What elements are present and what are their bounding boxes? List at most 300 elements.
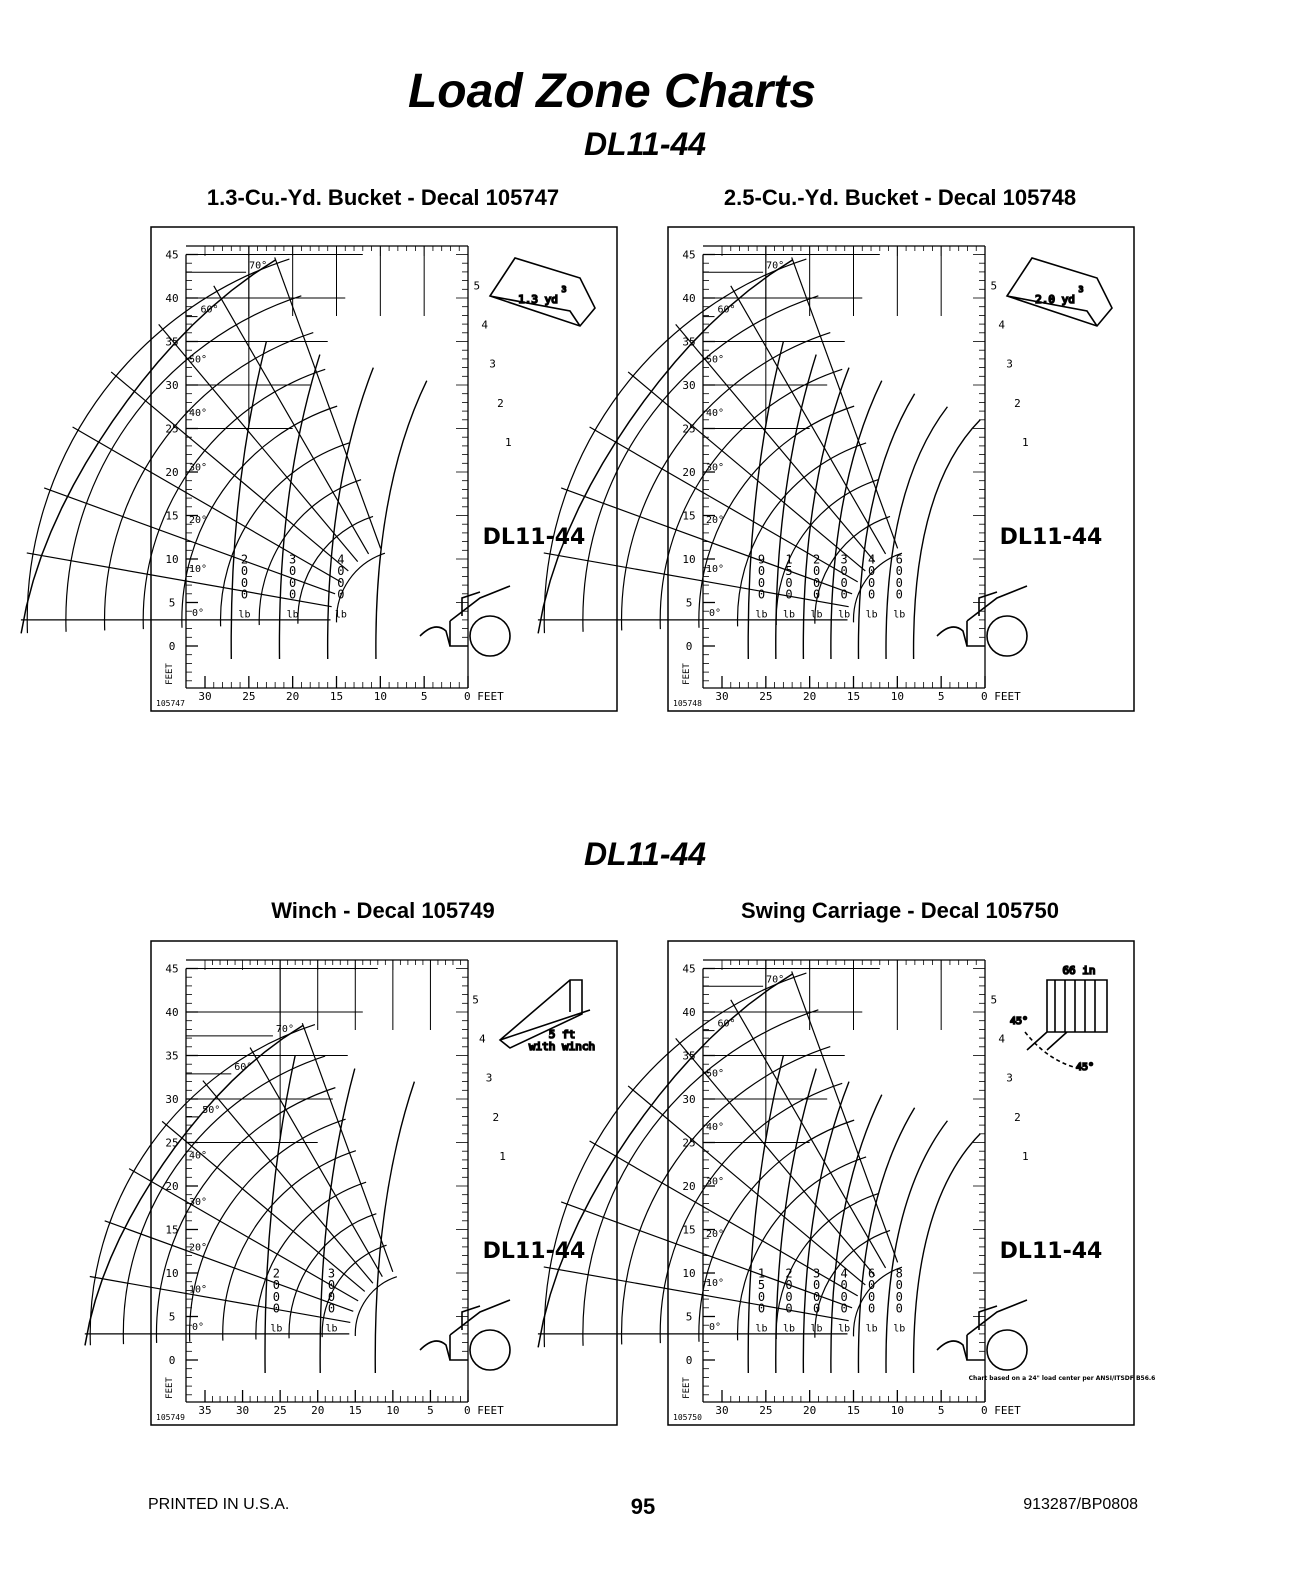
capacity-digit: 0 (895, 1301, 903, 1316)
capacity-digit: 0 (868, 1301, 876, 1316)
attachment-label-line1: 5 ft (548, 1028, 576, 1041)
capacity-unit: lb (782, 1323, 796, 1335)
capacity-digit: 0 (868, 587, 876, 602)
attachment-end-icon (420, 627, 450, 646)
capacity-zone-line (886, 407, 947, 659)
y-tick-label: 20 (165, 1180, 179, 1193)
extension-mark: 2 (497, 396, 504, 410)
angle-label: 20° (705, 1229, 725, 1241)
angle-label: 60° (234, 1061, 253, 1073)
y-tick-label: 0 (168, 1354, 176, 1367)
y-tick-label: 40 (682, 1006, 696, 1019)
angle-line (792, 971, 898, 1262)
capacity-unit: lb (838, 609, 851, 621)
extension-mark: 3 (1006, 357, 1013, 371)
load-zone-svg (667, 940, 1156, 1426)
capacity-digit: 0 (785, 1289, 793, 1304)
capacity-digit: 3 (840, 552, 848, 567)
capacity-digit: 0 (785, 1278, 793, 1293)
x-tick-label: 15 (846, 690, 861, 703)
extension-marks (990, 279, 1028, 449)
capacity-unit: lb (782, 609, 796, 621)
capacity-unit: lb (865, 609, 878, 621)
capacity-digit: 0 (289, 587, 297, 602)
boom-icon (450, 586, 510, 646)
extension-arc (583, 1010, 821, 1346)
angle-label: 30° (705, 1176, 725, 1188)
decal-number: 105750 (673, 1413, 702, 1422)
x-tick-label: 20 (286, 690, 300, 703)
attachment-superscript: 3 (1078, 285, 1084, 294)
capacity-digit: 0 (757, 575, 766, 590)
capacity-digit: 1 (785, 552, 793, 567)
capacity-unit: lb (334, 609, 347, 621)
extension-arc (298, 516, 373, 623)
x-tick-label: 35 (198, 1404, 212, 1417)
capacity-unit: lb (893, 1323, 906, 1335)
angle-label: 50° (202, 1104, 221, 1116)
swing-left-label: 45° (1009, 1016, 1029, 1027)
angle-label: 40° (705, 1122, 725, 1134)
y-tick-label: 20 (165, 466, 179, 479)
y-tick-label: 25 (165, 422, 179, 436)
angle-label: 50° (705, 354, 725, 366)
y-tick-label: 5 (168, 596, 176, 610)
bucket-icon (1007, 258, 1112, 326)
capacity-digit: 1 (757, 1266, 766, 1281)
x-tick-label: 5 (937, 690, 945, 703)
capacity-zone-line (914, 1134, 981, 1373)
x-tick-label: 25 (242, 690, 256, 703)
y-axis-label: FEET (682, 1377, 692, 1399)
capacity-unit: lb (755, 609, 768, 621)
capacity-unit: lb (893, 609, 906, 621)
wheel-icon (470, 616, 510, 656)
wheel-icon (987, 1330, 1027, 1370)
angle-label: 20° (188, 1242, 208, 1254)
extension-arc (583, 296, 821, 632)
attachment-label: 66 in (1062, 964, 1096, 977)
extension-mark: 1 (505, 435, 512, 449)
capacity-zone-line (886, 1121, 947, 1373)
boom-icon (967, 586, 1027, 646)
capacity-digit: 3 (289, 552, 297, 567)
attachment-superscript: 3 (561, 285, 567, 294)
y-tick-label: 35 (682, 335, 696, 349)
angle-label: 70° (275, 1023, 294, 1035)
chart-caption-1: 1.3-Cu.-Yd. Bucket - Decal 105747 (206, 185, 560, 210)
capacity-digit: 6 (895, 552, 903, 567)
capacity-digit: 0 (840, 1289, 848, 1304)
capacity-digit: 0 (840, 575, 848, 590)
capacity-digit: 2 (812, 552, 821, 567)
capacity-labels (270, 1266, 337, 1334)
x-tick-label: 0 FEET (981, 690, 1021, 703)
y-tick-label: 15 (165, 509, 179, 523)
capacity-digit: 0 (840, 564, 848, 579)
angle-line (129, 1169, 358, 1301)
angle-label: 70° (766, 974, 785, 986)
angle-line (27, 553, 332, 607)
y-tick-label: 15 (682, 1223, 696, 1237)
angle-line (111, 372, 348, 571)
decal-number: 105748 (673, 699, 702, 708)
capacity-digit: 0 (840, 1278, 848, 1293)
x-tick-label: 0 FEET (981, 1404, 1021, 1417)
capacity-digit: 3 (327, 1266, 336, 1281)
extension-mark: 3 (489, 357, 496, 371)
x-tick-label: 30 (715, 1404, 729, 1417)
telehandler-icon (420, 586, 510, 656)
capacity-digit: 0 (240, 575, 249, 590)
capacity-unit: lb (755, 1323, 768, 1335)
capacity-digit: 0 (895, 564, 903, 579)
y-tick-label: 25 (682, 422, 696, 436)
capacity-unit: lb (810, 609, 823, 621)
angle-label: 70° (766, 260, 785, 272)
y-tick-label: 5 (168, 1310, 176, 1324)
chart-caption-4: Swing Carriage - Decal 105750 (741, 898, 1059, 923)
angle-label: 60° (717, 304, 736, 316)
capacity-digit: 0 (785, 587, 793, 602)
angle-label: 0° (708, 1321, 722, 1333)
angle-label: 10° (188, 564, 208, 576)
axes (703, 960, 985, 1402)
extension-mark: 3 (485, 1071, 493, 1085)
angle-line (73, 427, 341, 582)
capacity-digit: 0 (272, 1289, 281, 1304)
winch-icon (500, 980, 595, 1053)
y-tick-label: 40 (682, 292, 696, 305)
telehandler-icon (420, 1300, 510, 1370)
x-tick-label: 25 (759, 690, 773, 703)
angle-label: 30° (188, 462, 208, 474)
y-tick-label: 0 (685, 640, 693, 653)
angle-label: 40° (188, 408, 208, 420)
y-tick-label: 20 (682, 466, 696, 479)
x-tick-label: 30 (715, 690, 729, 703)
capacity-digit: 0 (868, 575, 876, 590)
extension-mark: 5 (990, 993, 998, 1007)
angle-label: 50° (705, 1068, 725, 1080)
capacity-digit: 0 (868, 1278, 876, 1293)
y-tick-label: 40 (165, 1006, 179, 1019)
y-tick-label: 25 (165, 1136, 179, 1150)
capacity-digit: 0 (240, 564, 249, 579)
y-axis-label: FEET (165, 663, 175, 685)
capacity-digit: 0 (895, 575, 903, 590)
angle-label: 20° (705, 515, 725, 527)
y-tick-label: 40 (165, 292, 179, 305)
swing-arc (1025, 1032, 1077, 1068)
chart-caption-3: Winch - Decal 105749 (271, 898, 495, 923)
attachment-end-icon (420, 1341, 450, 1360)
capacity-unit: lb (838, 1323, 851, 1335)
capacity-zone-lines (265, 1056, 414, 1374)
y-tick-label: 30 (165, 379, 179, 392)
capacity-digit: 0 (895, 1278, 903, 1293)
angle-label: 70° (249, 260, 268, 272)
capacity-digit: 0 (757, 1301, 766, 1316)
capacity-zone-line (914, 420, 981, 659)
capacity-digit: 0 (757, 1289, 766, 1304)
model-heading-top: DL11-44 (583, 126, 707, 162)
extension-mark: 4 (998, 1032, 1005, 1046)
x-tick-label: 30 (235, 1404, 250, 1417)
y-tick-label: 45 (682, 962, 696, 976)
angle-label: 60° (717, 1018, 736, 1030)
capacity-digit: 2 (785, 1266, 793, 1281)
y-tick-label: 35 (682, 1049, 696, 1063)
capacity-digit: 2 (272, 1266, 281, 1281)
capacity-digit: 0 (289, 564, 297, 579)
bucket-outline (1007, 258, 1112, 326)
y-tick-label: 10 (165, 1267, 179, 1280)
y-tick-label: 45 (165, 962, 179, 976)
capacity-unit: lb (810, 1323, 823, 1335)
angle-label: 40° (188, 1150, 208, 1162)
y-tick-label: 30 (165, 1093, 179, 1106)
capacity-digit: 0 (240, 587, 249, 602)
y-axis-label: FEET (682, 663, 692, 685)
boom-icon (450, 1300, 510, 1360)
chart-model-label: DL11-44 (999, 525, 1103, 550)
chart-note: Chart based on a 24" load center per ANSI/ITSDF B56.6 (968, 1375, 1156, 1382)
y-tick-label: 35 (165, 335, 179, 349)
capacity-digit: 0 (337, 575, 345, 590)
angle-line (105, 1221, 354, 1311)
y-axis-label: FEET (165, 1377, 175, 1399)
load-zone-chart-1 (150, 226, 618, 712)
x-tick-label: 20 (803, 690, 817, 703)
load-zone-chart-4 (667, 940, 1156, 1426)
capacity-digit: 0 (327, 1289, 336, 1304)
capacity-digit: 6 (868, 1266, 876, 1281)
x-tick-label: 10 (386, 1404, 400, 1417)
axes (186, 246, 468, 688)
capacity-digit: 4 (337, 552, 345, 567)
load-zone-svg (667, 226, 1135, 712)
angle-line (628, 372, 865, 571)
angle-line (275, 257, 381, 548)
x-tick-label: 20 (311, 1404, 325, 1417)
page-title: Load Zone Charts (407, 65, 817, 118)
footer-printed: PRINTED IN U.S.A. (148, 1496, 290, 1513)
capacity-digit: 0 (812, 1289, 821, 1304)
winch-frame (500, 980, 590, 1048)
capacity-digit: 0 (327, 1301, 336, 1316)
y-tick-label: 0 (168, 640, 176, 653)
y-tick-label: 10 (682, 1267, 696, 1280)
chart-frame (151, 941, 617, 1425)
angle-label: 60° (200, 304, 219, 316)
telehandler-icon (937, 1300, 1027, 1370)
extension-arc (90, 1025, 315, 1346)
x-tick-label: 0 FEET (464, 690, 504, 703)
y-tick-label: 10 (682, 553, 696, 566)
x-tick-label: 5 (937, 1404, 945, 1417)
capacity-zone-line (279, 355, 319, 660)
capacity-digit: 0 (757, 564, 766, 579)
x-tick-label: 15 (348, 1404, 362, 1417)
extension-mark: 4 (478, 1032, 486, 1046)
attachment-end-icon (937, 627, 967, 646)
angle-label: 40° (705, 408, 725, 420)
load-zone-chart-3 (150, 940, 618, 1426)
extension-arc (27, 259, 289, 633)
angle-label: 10° (705, 564, 725, 576)
extension-mark: 2 (1014, 1110, 1021, 1124)
capacity-digit: 4 (868, 552, 876, 567)
angle-label: 50° (188, 354, 208, 366)
y-tick-label: 15 (682, 509, 696, 523)
carriage-frame (1027, 980, 1107, 1050)
extension-marks (472, 993, 506, 1163)
axes (703, 246, 985, 688)
capacity-unit: lb (286, 609, 299, 621)
y-tick-label: 30 (682, 1093, 696, 1106)
capacity-digit: 5 (757, 1278, 766, 1293)
y-tick-label: 45 (682, 248, 696, 262)
wheel-icon (987, 616, 1027, 656)
angle-line (302, 1023, 392, 1272)
x-tick-label: 5 (427, 1404, 434, 1417)
angle-label: 0° (708, 607, 722, 619)
telehandler-icon (937, 586, 1027, 656)
capacity-digit: 0 (785, 1301, 793, 1316)
load-zone-chart-2 (667, 226, 1135, 712)
angle-label: 20° (188, 515, 208, 527)
x-tick-label: 5 (420, 690, 428, 703)
angle-label: 0° (191, 1321, 205, 1333)
capacity-digit: 0 (289, 575, 297, 590)
capacity-zone-line (375, 1082, 414, 1373)
capacity-digit: 0 (327, 1278, 336, 1293)
x-tick-label: 0 FEET (464, 1404, 504, 1417)
capacity-zone-lines (231, 342, 427, 660)
chart-model-label: DL11-44 (482, 1239, 586, 1264)
y-tick-label: 20 (682, 1180, 696, 1193)
y-tick-label: 45 (165, 248, 179, 262)
capacity-digit: 0 (812, 1301, 821, 1316)
angle-label: 0° (191, 607, 205, 619)
capacity-digit: 0 (895, 1289, 903, 1304)
y-tick-label: 5 (685, 596, 693, 610)
y-tick-label: 25 (682, 1136, 696, 1150)
capacity-unit: lb (325, 1323, 338, 1335)
swing-carriage-icon (1010, 964, 1107, 1073)
angle-line (628, 1086, 865, 1285)
angle-line (90, 1276, 350, 1322)
x-tick-label: 15 (846, 1404, 861, 1417)
extension-mark: 5 (472, 993, 479, 1007)
model-heading-bottom: DL11-44 (583, 836, 707, 872)
extension-arc (143, 369, 325, 629)
extension-mark: 2 (1014, 396, 1021, 410)
bucket-outline (490, 258, 595, 326)
capacity-digit: 0 (812, 587, 821, 602)
y-tick-label: 5 (685, 1310, 693, 1324)
capacity-digit: 9 (757, 552, 766, 567)
x-tick-label: 15 (329, 690, 344, 703)
capacity-zone-line (376, 381, 427, 659)
capacity-digit: 0 (785, 575, 793, 590)
capacity-digit: 0 (868, 564, 876, 579)
attachment-end-icon (937, 1341, 967, 1360)
capacity-digit: 0 (272, 1301, 281, 1316)
x-tick-label: 25 (273, 1404, 287, 1417)
angle-line (203, 1081, 373, 1284)
chart-model-label: DL11-44 (482, 525, 586, 550)
extension-arc (812, 1230, 890, 1337)
extension-mark: 2 (492, 1110, 500, 1124)
attachment-label: 2.0 yd (1035, 293, 1075, 306)
swing-right-label: 45° (1075, 1062, 1095, 1073)
angle-label: 30° (705, 462, 725, 474)
y-tick-label: 10 (165, 553, 179, 566)
capacity-unit: lb (270, 1323, 283, 1335)
x-tick-label: 10 (890, 690, 904, 703)
wheel-icon (470, 1330, 510, 1370)
capacity-digit: 0 (272, 1278, 281, 1293)
extension-mark: 5 (990, 279, 998, 293)
extension-mark: 4 (998, 318, 1005, 332)
capacity-digit: 0 (337, 587, 345, 602)
capacity-digit: 4 (840, 1266, 848, 1281)
y-tick-label: 30 (682, 379, 696, 392)
envelope-outer (21, 260, 275, 633)
capacity-digit: 0 (895, 587, 903, 602)
x-tick-label: 20 (803, 1404, 817, 1417)
page-number: 95 (630, 1494, 656, 1519)
decal-number: 105749 (156, 1413, 185, 1422)
extension-mark: 4 (481, 318, 488, 332)
load-zone-svg (150, 940, 618, 1426)
decal-number: 105747 (156, 699, 185, 708)
x-tick-label: 30 (198, 690, 212, 703)
boom-icon (967, 1300, 1027, 1360)
capacity-unit: lb (238, 609, 251, 621)
capacity-digit: 0 (868, 1289, 876, 1304)
angle-label: 30° (188, 1197, 208, 1209)
extension-marks (473, 279, 511, 449)
extension-arc (66, 296, 301, 632)
angle-line (792, 257, 898, 548)
extension-mark: 3 (1006, 1071, 1013, 1085)
attachment-label-line2: with winch (528, 1040, 596, 1053)
capacity-unit: lb (865, 1323, 878, 1335)
extension-mark: 1 (499, 1149, 506, 1163)
angle-line (250, 1048, 382, 1277)
chart-caption-2: 2.5-Cu.-Yd. Bucket - Decal 105748 (723, 185, 1077, 210)
capacity-digit: 8 (895, 1266, 903, 1281)
capacity-digit: 0 (812, 564, 821, 579)
extension-mark: 5 (473, 279, 481, 293)
x-tick-label: 10 (373, 690, 387, 703)
load-zone-svg (150, 226, 618, 712)
capacity-digit: 0 (812, 575, 821, 590)
footer-doc-number: 913287/BP0808 (1023, 1496, 1138, 1513)
capacity-digit: 2 (240, 552, 249, 567)
capacity-digit: 3 (812, 1266, 821, 1281)
y-tick-label: 35 (165, 1049, 179, 1063)
capacity-digit: 0 (337, 564, 345, 579)
capacity-digit: 0 (757, 587, 766, 602)
y-tick-label: 0 (685, 1354, 693, 1367)
capacity-digit: 0 (840, 1301, 848, 1316)
angle-label: 10° (188, 1284, 208, 1296)
x-tick-label: 10 (890, 1404, 904, 1417)
